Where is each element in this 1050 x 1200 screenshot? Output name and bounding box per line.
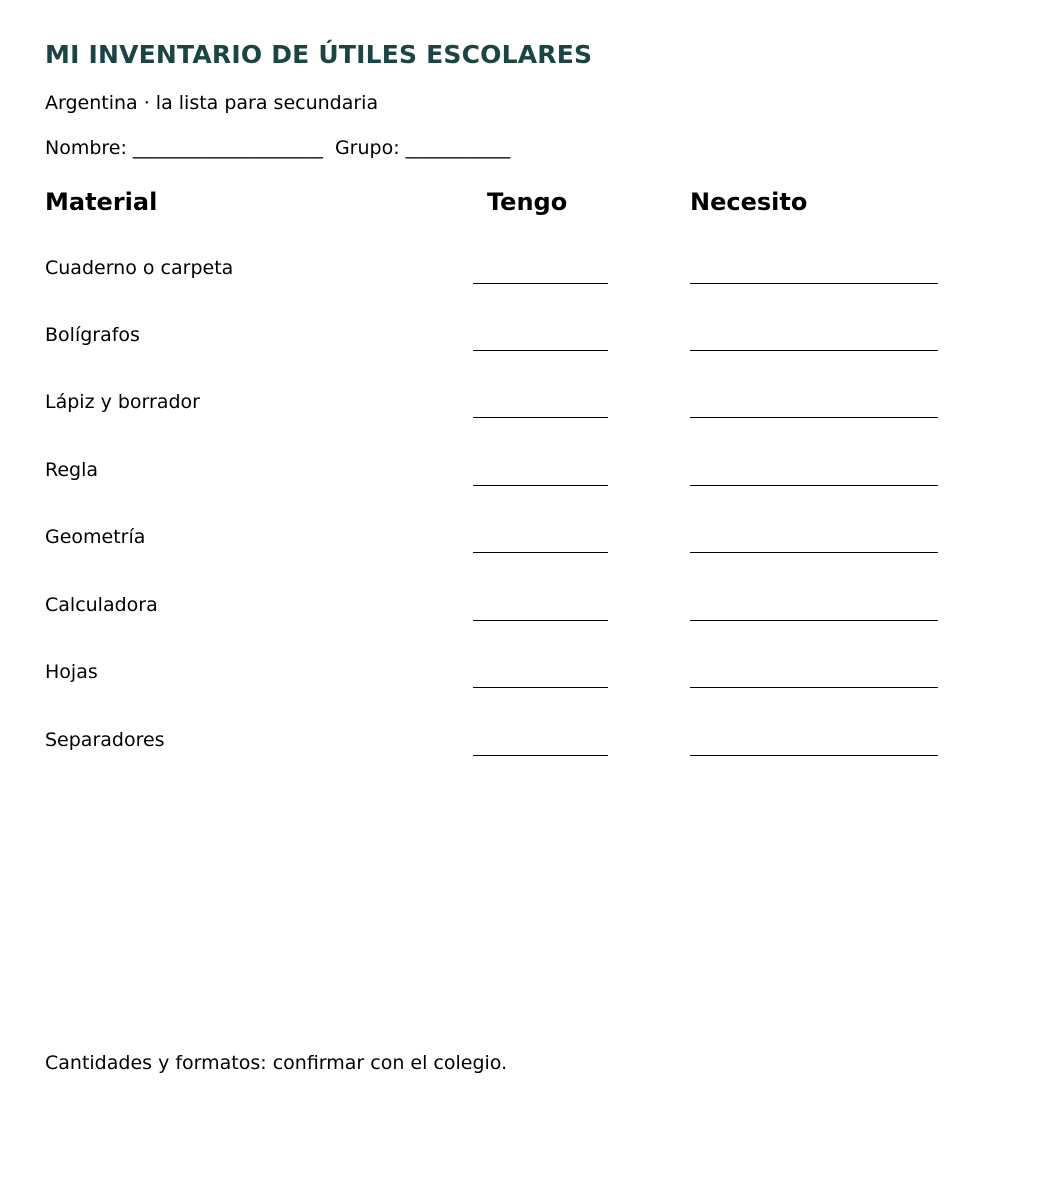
material-label: Bolígrafos (45, 324, 140, 346)
tengo-blank[interactable] (473, 620, 608, 621)
necesito-blank[interactable] (690, 755, 938, 756)
student-info-line (45, 137, 510, 159)
necesito-blank[interactable] (690, 620, 938, 621)
material-label: Lápiz y borrador (45, 391, 200, 413)
material-label: Calculadora (45, 594, 158, 616)
tengo-blank[interactable] (473, 485, 608, 486)
necesito-blank[interactable] (690, 350, 938, 351)
table-row (0, 324, 1050, 391)
tengo-blank[interactable] (473, 350, 608, 351)
necesito-blank[interactable] (690, 283, 938, 284)
table-row (0, 459, 1050, 526)
tengo-blank[interactable] (473, 755, 608, 756)
material-label: Geometría (45, 526, 146, 548)
table-row (0, 594, 1050, 661)
necesito-blank[interactable] (690, 417, 938, 418)
table-row (0, 391, 1050, 458)
table-row (0, 257, 1050, 324)
tengo-blank[interactable] (473, 283, 608, 284)
table-row (0, 729, 1050, 796)
material-label: Regla (45, 459, 99, 481)
column-header-necesito: Necesito (690, 188, 808, 216)
material-label: Hojas (45, 661, 98, 683)
necesito-blank[interactable] (690, 485, 938, 486)
table-row (0, 661, 1050, 728)
tengo-blank[interactable] (473, 417, 608, 418)
tengo-blank[interactable] (473, 552, 608, 553)
column-header-tengo: Tengo (487, 188, 568, 216)
group-field[interactable]: Grupo: ___________ (334, 137, 511, 159)
material-label: Cuaderno o carpeta (45, 257, 234, 279)
necesito-blank[interactable] (690, 687, 938, 688)
tengo-blank[interactable] (473, 687, 608, 688)
table-row (0, 526, 1050, 593)
necesito-blank[interactable] (690, 552, 938, 553)
material-label: Separadores (45, 729, 165, 751)
name-field[interactable]: Nombre: ____________________ (45, 137, 323, 159)
column-header-material: Material (45, 188, 158, 216)
page-subtitle: Argentina · la lista para secundaria (45, 92, 379, 114)
page-title: MI INVENTARIO DE ÚTILES ESCOLARES (45, 40, 593, 69)
footer-note: Cantidades y formatos: confirmar con el colegio. (45, 1052, 508, 1074)
